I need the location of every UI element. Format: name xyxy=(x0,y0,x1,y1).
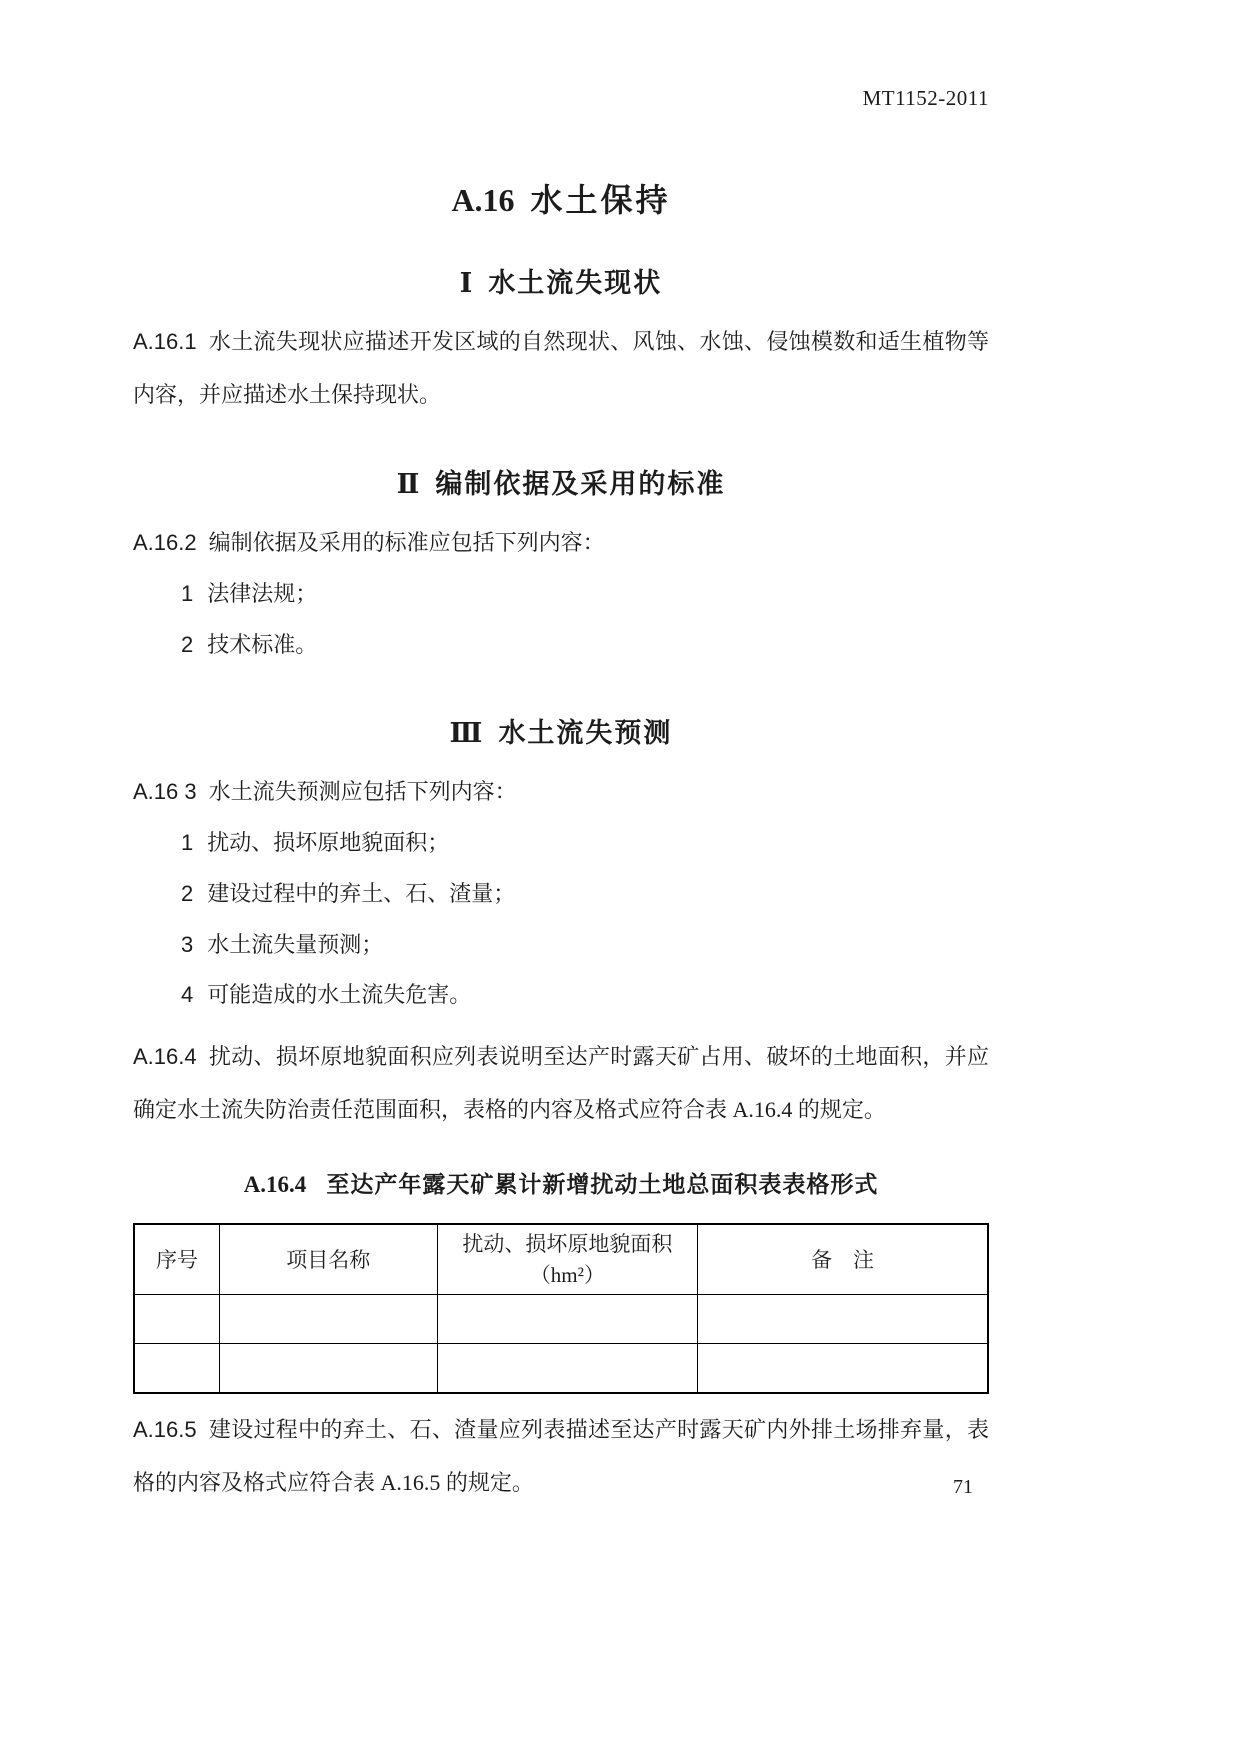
table-header-notes xyxy=(698,1224,988,1294)
clause-text: 编制依据及采用的标准应包括下列内容： xyxy=(208,529,605,555)
list-item-number: 1 xyxy=(181,581,194,607)
table-row xyxy=(134,1295,988,1344)
list-item xyxy=(133,620,989,671)
table-header-label: 项目名称 xyxy=(286,1247,371,1272)
page-title-number: A.16 xyxy=(451,182,515,218)
section-heading-3 xyxy=(133,711,989,750)
section-2-numeral: Ⅱ xyxy=(396,468,420,499)
list-item-text: 水土流失量预测； xyxy=(207,931,384,957)
page-title xyxy=(133,175,989,221)
table-cell xyxy=(219,1295,437,1344)
list-item-number: 3 xyxy=(181,931,194,957)
clause-a16-2-list xyxy=(133,569,989,670)
clause-a16-1 xyxy=(133,316,989,422)
table-caption xyxy=(133,1166,989,1199)
list-item-number: 2 xyxy=(181,631,194,657)
section-2-title: 编制依据及采用的标准 xyxy=(435,468,726,499)
section-3-numeral: Ⅲ xyxy=(449,717,483,748)
table-cell xyxy=(219,1344,437,1393)
clause-text: 水土流失现状应描述开发区域的自然现状、风蚀、水蚀、侵蚀模数和适生植物等内容，并应描述水土保持现状。 xyxy=(133,329,989,407)
table-header-unit: （hm²） xyxy=(529,1262,605,1287)
table-cell xyxy=(698,1295,988,1344)
doc-code: MT1152-2011 xyxy=(862,86,989,110)
table-cell xyxy=(698,1344,988,1393)
list-item-text: 扰动、损坏原地貌面积； xyxy=(207,830,450,856)
section-heading-2 xyxy=(133,462,989,501)
clause-a16-2 xyxy=(133,517,989,570)
clause-text: 建设过程中的弃土、石、渣量应列表描述至达产时露天矿内外排土场排弃量，表格的内容及格式应符合表 A.16.5 的规定。 xyxy=(133,1416,989,1495)
list-item xyxy=(133,869,989,920)
page-title-text: 水土保持 xyxy=(530,182,671,218)
table-cell xyxy=(134,1295,219,1344)
table-header-project xyxy=(219,1224,437,1294)
list-item xyxy=(133,970,989,1021)
clause-number: A.16.5 xyxy=(133,1416,197,1442)
clause-text: 水土流失预测应包括下列内容： xyxy=(208,778,517,804)
list-item-text: 技术标准。 xyxy=(207,631,318,657)
table-header-label: 扰动、损坏原地貌面积 xyxy=(462,1232,673,1257)
table-header-label: 备 注 xyxy=(811,1247,875,1272)
table-header-label: 序号 xyxy=(155,1247,198,1272)
list-item-text: 建设过程中的弃土、石、渣量； xyxy=(207,880,516,906)
clause-number: A.16.1 xyxy=(133,329,197,354)
list-item-number: 4 xyxy=(181,982,194,1008)
table-caption-number: A.16.4 xyxy=(243,1172,307,1198)
list-item xyxy=(133,920,989,971)
clause-a16-3-list xyxy=(133,818,989,1020)
section-3-title: 水土流失预测 xyxy=(498,717,673,748)
clause-number: A.16.2 xyxy=(133,529,197,555)
table-cell xyxy=(437,1344,697,1393)
section-1-title: 水土流失现状 xyxy=(488,268,663,298)
section-1-numeral: Ⅰ xyxy=(459,268,473,298)
clause-a16-3 xyxy=(133,766,989,819)
table-header-seq xyxy=(134,1224,219,1294)
table-header-row xyxy=(134,1224,988,1294)
table-a16-4 xyxy=(133,1223,989,1393)
table-cell xyxy=(437,1295,697,1344)
clause-number: A.16 3 xyxy=(133,778,197,804)
table-caption-text: 至达产年露天矿累计新增扰动土地总面积表表格形式 xyxy=(326,1171,879,1198)
list-item-text: 法律法规； xyxy=(207,581,318,607)
list-item-number: 2 xyxy=(181,880,194,906)
section-heading-1 xyxy=(133,261,989,300)
clause-number: A.16.4 xyxy=(133,1043,197,1069)
list-item xyxy=(133,569,989,620)
clause-a16-5 xyxy=(133,1404,989,1510)
table-header-area xyxy=(437,1224,697,1294)
clause-text: 扰动、损坏原地貌面积应列表说明至达产时露天矿占用、破坏的土地面积，并应确定水土流失防治责任范围面积，表格的内容及格式应符合表 A.16.4 的规定。 xyxy=(133,1043,989,1122)
list-item xyxy=(133,818,989,869)
list-item-text: 可能造成的水土流失危害。 xyxy=(207,982,472,1008)
table-cell xyxy=(134,1344,219,1393)
page-number: 71 xyxy=(953,1476,973,1498)
list-item-number: 1 xyxy=(181,830,194,856)
table-row xyxy=(134,1344,988,1393)
clause-a16-4 xyxy=(133,1031,989,1137)
